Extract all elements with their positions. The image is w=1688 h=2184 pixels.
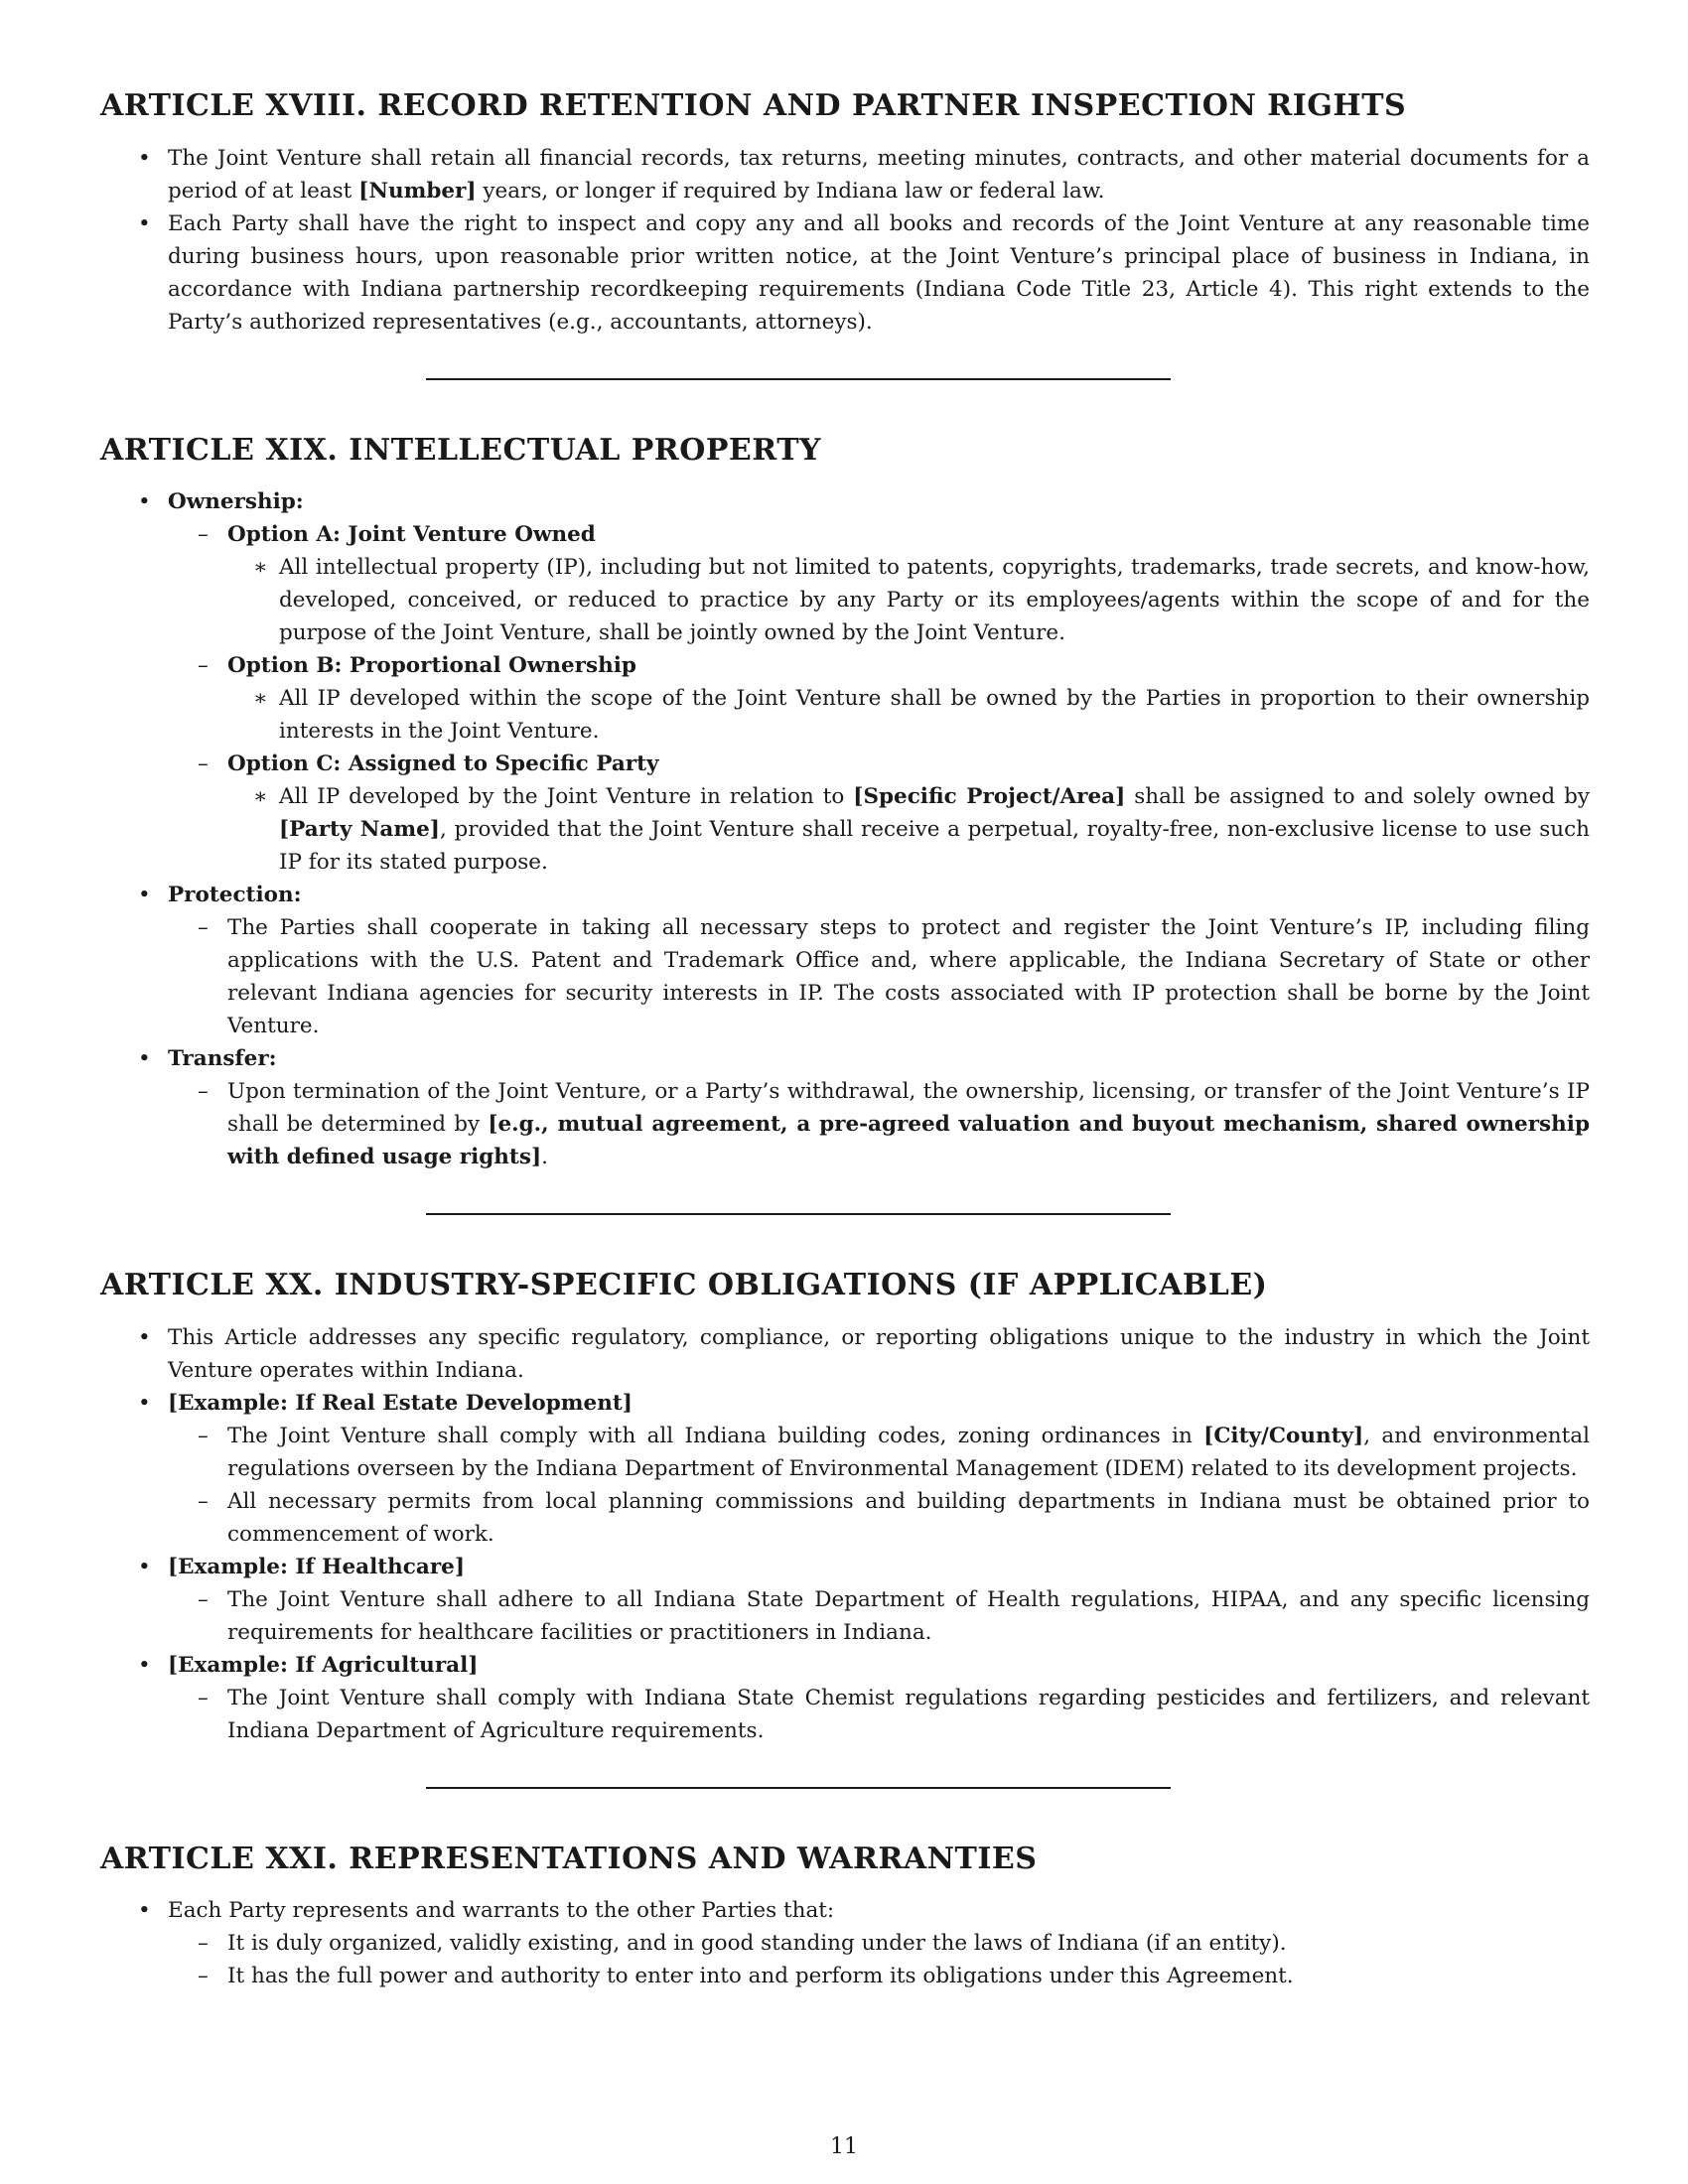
section-divider [426, 1213, 1171, 1215]
list-item-healthcare: • [Example: If Healthcare] – The Joint Venture shall adhere to all Indiana State Department of Health regulations, HIPAA, and any specific licensing requirements for healthcare facilities or practitioners in Indiana. [100, 1551, 1590, 1649]
healthcare-text: – The Joint Venture shall adhere to all Indiana State Department of Health regulations, HIPAA, and any specific licensing requirements for healthcare facilities or practitioners in Indiana. [168, 1583, 1590, 1649]
option-c-text: ∗ All IP developed by the Joint Venture in relation to [Specific Project/Area] shall be assigned to and solely owned by [Party Name], provided that the Joint Venture shall receive a perpetual, royalty-free, non-exclusive license to use such IP for its stated purpose. [227, 780, 1590, 879]
list-item-protection: • Protection: – The Parties shall cooperate in taking all necessary steps to protect and register the Joint Venture’s IP, including filing applications with the U.S. Patent and Trademark Office and, where applicable, the Indiana Secretary of State or other relevant Indiana agencies for security interests in IP. The costs associated with IP protection shall be borne by the Joint Venture. [100, 879, 1590, 1042]
list-item-agricultural: • [Example: If Agricultural] – The Joint Venture shall comply with Indiana State Chemist regulations regarding pesticides and fertilizers, and relevant Indiana Department of Agriculture requirements. [100, 1649, 1590, 1747]
article-18-list [100, 142, 1590, 339]
option-a-text: ∗ All intellectual property (IP), including but not limited to patents, copyrights, trademarks, trade secrets, and know-how, developed, conceived, or reduced to practice by any Party or its employees/agents within the scope of and for the purpose of the Joint Venture, shall be jointly owned by the Joint Venture. [227, 551, 1590, 649]
warranty-2: – It has the full power and authority to enter into and perform its obligations under this Agreement. [168, 1960, 1590, 1992]
article-21-title: ARTICLE XXI. REPRESENTATIONS AND WARRANTIES [100, 1841, 1038, 1876]
protection-text: – The Parties shall cooperate in taking all necessary steps to protect and register the Joint Venture’s IP, including filing applications with the U.S. Patent and Trademark Office and, where applicable, the Indiana Secretary of State or other relevant Indiana agencies for security interests in IP. The costs associated with IP protection shall be borne by the Joint Venture. [168, 911, 1590, 1042]
real-estate-text-2: – All necessary permits from local planning commissions and building departments in Indiana must be obtained prior to commencement of work. [168, 1485, 1590, 1551]
document-page [100, 89, 1590, 1992]
section-divider [426, 378, 1171, 380]
option-b: – Option B: Proportional Ownership ∗ All IP developed within the scope of the Joint Venture shall be owned by the Parties in proportion to their ownership interests in the Joint Venture. [168, 649, 1590, 748]
warranty-1: – It is duly organized, validly existing, and in good standing under the laws of Indiana (if an entity). [168, 1927, 1590, 1960]
option-a: – Option A: Joint Venture Owned ∗ All intellectual property (IP), including but not limited to patents, copyrights, trademarks, trade secrets, and know-how, developed, conceived, or reduced to practice by any Party or its employees/agents within the scope of and for the purpose of the Joint Venture, shall be jointly owned by the Joint Venture. [168, 518, 1590, 649]
page-number: 11 [830, 2134, 858, 2159]
article-21 [100, 1843, 1590, 1993]
list-item: • Each Party shall have the right to inspect and copy any and all books and records of the Joint Venture at any reasonable time during business hours, upon reasonable prior written notice, at the Joint Venture’s principal place of business in Indiana, in accordance with Indiana partnership recordkeeping requirements (Indiana Code Title 23, Article 4). This right extends to the Party’s authorized representatives (e.g., accountants, attorneys). [100, 207, 1590, 339]
section-divider [426, 1787, 1171, 1789]
article-19-title: ARTICLE XIX. INTELLECTUAL PROPERTY [100, 432, 821, 468]
article-18-title: ARTICLE XVIII. RECORD RETENTION AND PARTNER INSPECTION RIGHTS [100, 88, 1407, 123]
option-c: – Option C: Assigned to Specific Party ∗ All IP developed by the Joint Venture in relation to [Specific Project/Area] shall be assigned to and solely owned by [Party Name], provided that the Joint Venture shall receive a perpetual, royalty-free, non-exclusive license to use such IP for its stated purpose. [168, 748, 1590, 879]
real-estate-text-1: – The Joint Venture shall comply with all Indiana building codes, zoning ordinances in [City/County], and environmental regulations overseen by the Indiana Department of Environmental Management (IDEM) related to its development projects. [168, 1420, 1590, 1485]
list-item-ownership: • Ownership: – Option A: Joint Venture Owned ∗ All intellectual property (IP), including but not limited to patents, copyrights, trademarks, trade secrets, and know-how, developed, conceived, or reduced to practice by any Party or its employees/agents within the scope of and for the purpose of the Joint Venture, shall be jointly owned by the Joint Venture. – Option B: Proportional Ownership ∗ All IP developed within the scope of the Joint Venture shall be owned by the Parties in proportion to their ownership interests in the Joint Venture. – Option C: Assigned to Specific Party ∗ All IP developed by the Joint Venture in relation to [Specific Project/Area] shall be assigned to and solely owned by [Party Name], provided that the Joint Venture shall receive a perpetual, royalty-free, non-exclusive license to use such IP for its stated purpose. [100, 485, 1590, 879]
article-20 [100, 1269, 1590, 1747]
list-item: • The Joint Venture shall retain all financial records, tax returns, meeting minutes, contracts, and other material documents for a period of at least [Number] years, or longer if required by Indiana law or federal law. [100, 142, 1590, 207]
list-item: • This Article addresses any specific regulatory, compliance, or reporting obligations unique to the industry in which the Joint Venture operates within Indiana. [100, 1321, 1590, 1387]
transfer-text: – Upon termination of the Joint Venture, or a Party’s withdrawal, the ownership, licensing, or transfer of the Joint Venture’s IP shall be determined by [e.g., mutual agreement, a pre-agreed valuation and buyout mechanism, shared ownership with defined usage rights]. [168, 1075, 1590, 1173]
article-20-title: ARTICLE XX. INDUSTRY-SPECIFIC OBLIGATIONS (IF APPLICABLE) [100, 1268, 1268, 1302]
list-item-real-estate: • [Example: If Real Estate Development] – The Joint Venture shall comply with all Indiana building codes, zoning ordinances in [City/County], and environmental regulations overseen by the Indiana Department of Environmental Management (IDEM) related to its development projects. – All necessary permits from local planning commissions and building departments in Indiana must be obtained prior to commencement of work. [100, 1387, 1590, 1551]
article-19 [100, 434, 1590, 1174]
article-18 [100, 89, 1590, 339]
list-item: • Each Party represents and warrants to the other Parties that: – It is duly organized, validly existing, and in good standing under the laws of Indiana (if an entity). – It has the full power and authority to enter into and perform its obligations under this Agreement. [100, 1894, 1590, 1992]
list-item-transfer: • Transfer: – Upon termination of the Joint Venture, or a Party’s withdrawal, the ownership, licensing, or transfer of the Joint Venture’s IP shall be determined by [e.g., mutual agreement, a pre-agreed valuation and buyout mechanism, shared ownership with defined usage rights]. [100, 1042, 1590, 1173]
article-19-list [100, 485, 1590, 1173]
article-20-list [100, 1321, 1590, 1747]
agricultural-text: – The Joint Venture shall comply with Indiana State Chemist regulations regarding pesticides and fertilizers, and relevant Indiana Department of Agriculture requirements. [168, 1682, 1590, 1747]
article-21-list [100, 1894, 1590, 1992]
option-b-text: ∗ All IP developed within the scope of the Joint Venture shall be owned by the Parties in proportion to their ownership interests in the Joint Venture. [227, 682, 1590, 748]
